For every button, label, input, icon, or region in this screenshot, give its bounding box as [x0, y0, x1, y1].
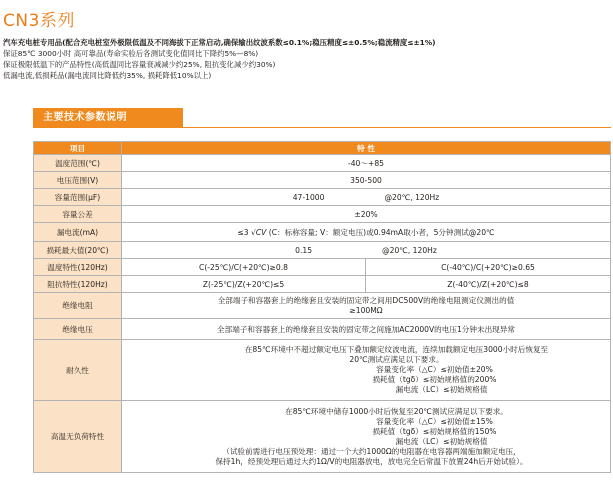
row-label: 耐久性 — [34, 340, 122, 401]
description-line-3: 保证极限低温下的产品特性(高低温同比容量衰减减少约25%, 阻抗变化减少约30%) — [3, 60, 276, 69]
row-value — [122, 223, 611, 242]
row-value — [122, 189, 611, 206]
loss-condition: @20℃, 120Hz — [382, 245, 437, 255]
endurance-line-5: 漏电流（LC）≤初始规格值 — [395, 385, 488, 394]
temp-char-40: C(-40℃)/C(+20℃)≥0.65 — [366, 259, 611, 276]
table-row — [34, 401, 611, 473]
row-label: 漏电流(mA) — [34, 223, 122, 242]
table-row — [34, 293, 611, 319]
row-label: 温度范围(℃) — [34, 155, 122, 172]
table-row — [34, 242, 611, 259]
endurance-line-3: 容量变化率（△C）≤初始值±20% — [376, 365, 493, 374]
row-value — [122, 242, 611, 259]
row-value — [122, 293, 611, 319]
row-label: 阻抗特性(120Hz) — [34, 276, 122, 293]
capacitance-condition: @20℃, 120Hz — [384, 192, 440, 202]
row-value: 350-500 — [122, 172, 611, 189]
row-label: 电压范围(V) — [34, 172, 122, 189]
capacitance-range: 47-1000 — [292, 192, 325, 202]
row-value: 全部端子和容器套上的绝缘套且安装的固定带之间施加AC2000V的电压1分钟未出现异常 — [122, 319, 611, 340]
insulation-resistance-line-1: 全部端子和容器套上的绝缘套且安装的固定带之间用DC500V的绝缘电阻测定仪测出的值 — [217, 295, 515, 305]
row-label: 高温无负荷特性 — [34, 401, 122, 473]
header-item: 项目 — [34, 142, 122, 155]
row-value: ±20% — [122, 206, 611, 223]
table-row — [34, 223, 611, 242]
leakage-prefix: ≤3 — [237, 227, 249, 237]
temp-char-25: C(-25℃)/C(+20℃)≥0.8 — [122, 259, 366, 276]
shelf-line-1: 在85℃环境中储存1000小时后恢复至20℃测试应满足以下要求。 — [285, 406, 508, 416]
shelf-line-2: 容量变化率（△C）≤初始值±15% — [376, 416, 493, 426]
loss-value: 0.15 — [295, 245, 313, 255]
section-title-bar: 主要技术参数说明 — [33, 108, 183, 128]
table-row — [34, 319, 611, 340]
row-value — [122, 340, 611, 401]
series-title: CN3系列 — [3, 11, 75, 31]
endurance-line-1: 在85℃环境中不超过额定电压下叠加额定纹波电流，连续加载额定电压3000小时后恢复至 — [244, 345, 549, 354]
parameters-table — [33, 141, 611, 473]
description-line-4: 低漏电流,低损耗品(漏电流同比降低约35%, 损耗降低10%以上) — [3, 71, 212, 80]
impedance-25: Z(-25℃)/Z(+20℃)≤5 — [122, 276, 366, 293]
table-header-row — [34, 142, 611, 155]
leakage-note: (C：标称容量; V：额定电压)或0.94mA取小者，5分钟测试@20℃ — [268, 227, 495, 237]
table-row — [34, 189, 611, 206]
shelf-line-6: 保持1h，经预处理后通过大约1Ω/V的电阻器放电，放电完全后常温下放置24h后开始试验）。 — [215, 456, 528, 466]
header-spec: 特 性 — [122, 142, 611, 155]
table-row — [34, 340, 611, 401]
table-row — [34, 172, 611, 189]
endurance-line-2: 20℃测试应满足以下要求。 — [349, 355, 444, 364]
row-label: 损耗最大值(20℃) — [34, 242, 122, 259]
table-row — [34, 155, 611, 172]
impedance-40: Z(-40℃)/Z(+20℃)≤8 — [366, 276, 611, 293]
table-row — [34, 259, 611, 276]
row-value — [122, 401, 611, 473]
shelf-line-3: 损耗值（tgδ）≤初始规格值的150% — [372, 426, 497, 436]
leakage-formula: √CV — [251, 227, 267, 237]
description-line-2: 保证85℃ 3000小时 高可靠品(寿命实验后各测试变化值同比下降约5%—8%) — [3, 49, 259, 58]
insulation-resistance-line-2: ≥100MΩ — [349, 305, 383, 315]
shelf-line-4: 漏电流（LC）≤初始规格值 — [395, 436, 488, 446]
row-label: 绝缘电压 — [34, 319, 122, 340]
description-line-1: 汽车充电桩专用品(配合充电桩室外极限低温及不同海拔下正常启动,确保输出纹波系数≤0.1%;稳压精度≤±0.5%;稳流精度≤±1%) — [3, 38, 436, 47]
row-label: 容量公差 — [34, 206, 122, 223]
shelf-line-5: （试验前需进行电压预处理：通过一个大约1000Ω的电阻器在电容器两端施加额定电压， — [222, 446, 521, 456]
row-label: 温度特性(120Hz) — [34, 259, 122, 276]
table-row — [34, 276, 611, 293]
row-label: 容量范围(μF) — [34, 189, 122, 206]
section-divider — [183, 127, 611, 128]
table-row — [34, 206, 611, 223]
endurance-line-4: 损耗值（tgδ）≤初始规格值的200% — [372, 375, 497, 384]
row-value: -40～+85 — [122, 155, 611, 172]
row-label: 绝缘电阻 — [34, 293, 122, 319]
